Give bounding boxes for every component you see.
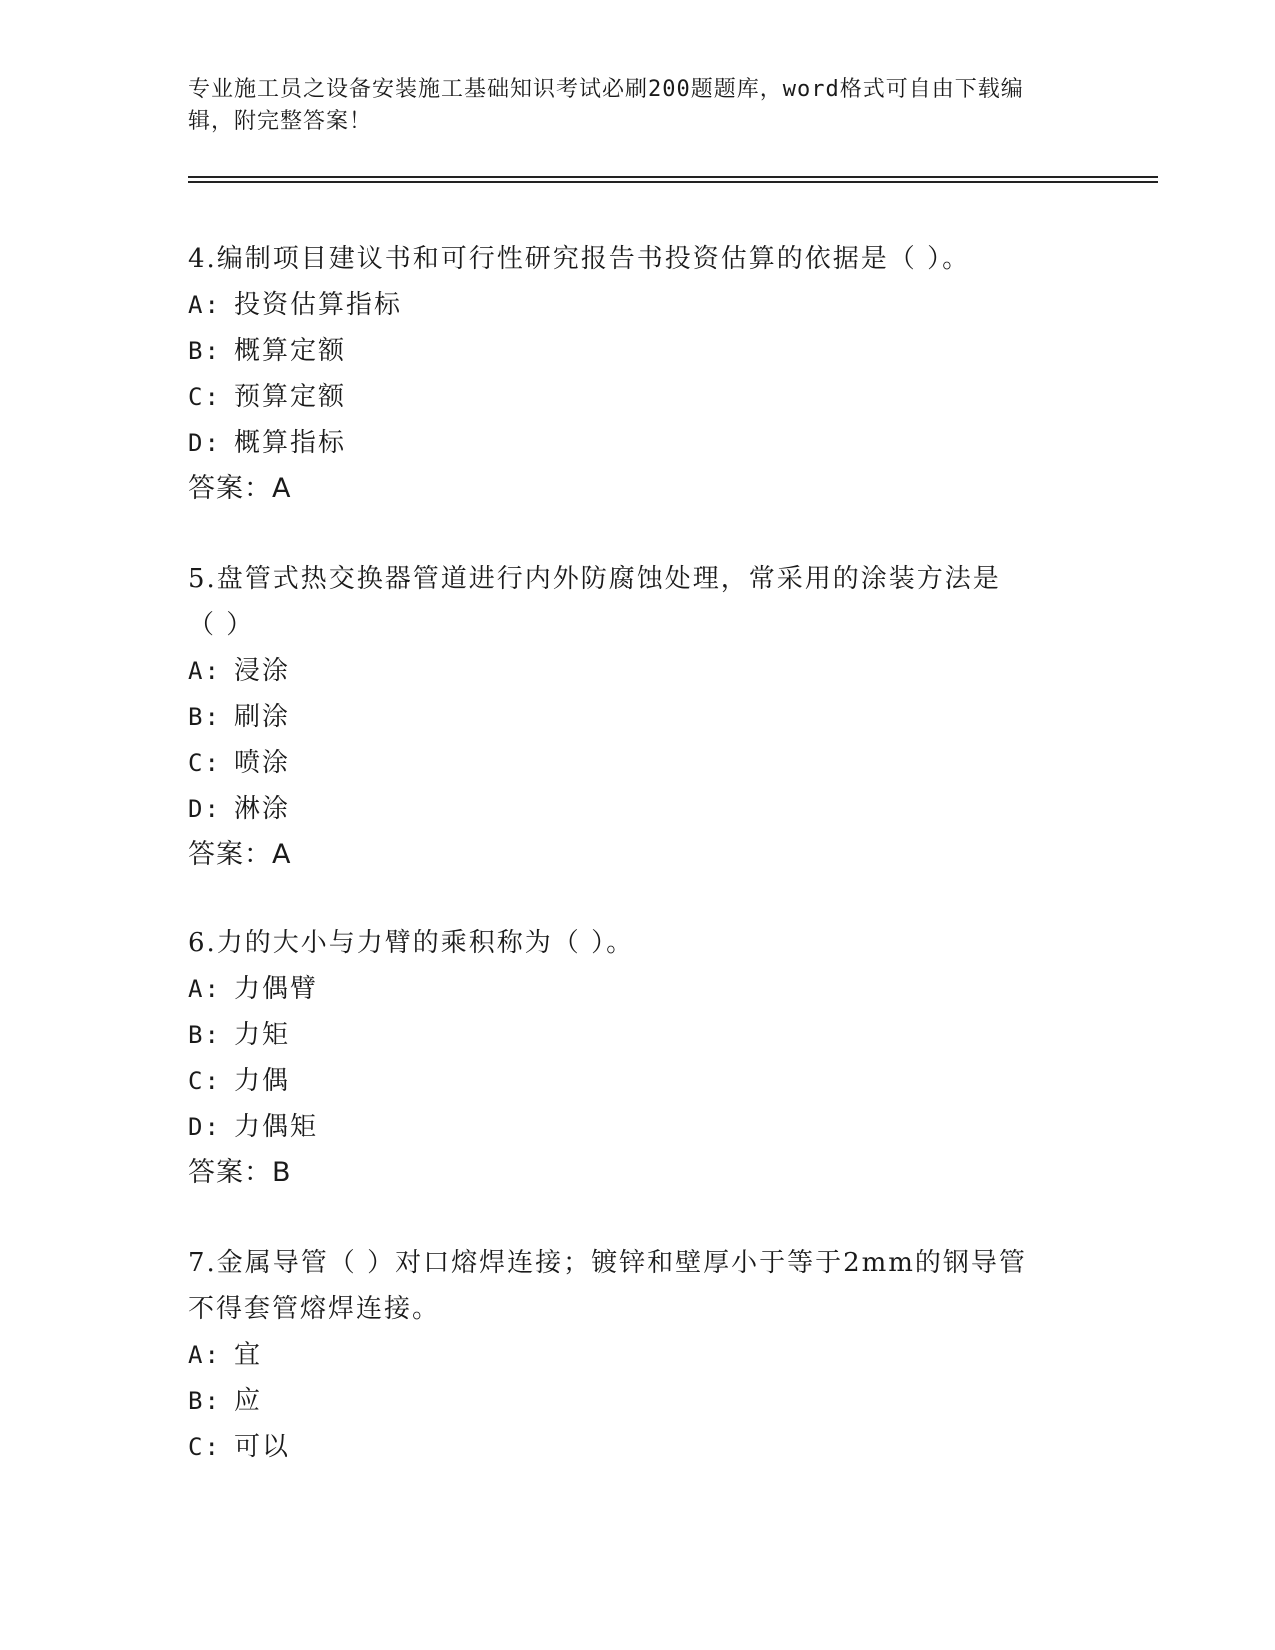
option-c <box>188 1424 1088 1470</box>
option-text: 概算定额 <box>234 336 347 366</box>
option-text: 喷涂 <box>234 748 291 778</box>
header-divider-line <box>188 176 1158 178</box>
option-text: 应 <box>234 1386 263 1416</box>
option-key: A: <box>188 657 221 685</box>
option-text: 投资估算指标 <box>234 290 403 320</box>
option-text: 概算指标 <box>234 428 347 458</box>
option-text: 宜 <box>234 1340 263 1370</box>
question-stem: 4.编制项目建议书和可行性研究报告书投资估算的依据是（ ）。 <box>188 244 971 274</box>
option-text: 力偶 <box>234 1066 291 1096</box>
header-divider-line-second <box>188 181 1158 183</box>
answer-line: 答案：A <box>188 839 292 870</box>
option-text: 力偶矩 <box>234 1112 319 1142</box>
option-text: 淋涂 <box>234 794 291 824</box>
option-key: D: <box>188 429 221 457</box>
option-key: B: <box>188 1021 221 1049</box>
option-b <box>188 1378 1088 1424</box>
option-key: C: <box>188 1067 221 1095</box>
question-block-4 <box>188 236 1088 512</box>
option-text: 力矩 <box>234 1020 291 1050</box>
option-d <box>188 1104 1088 1150</box>
option-text: 浸涂 <box>234 656 291 686</box>
option-b <box>188 694 1088 740</box>
document-header-title: 专业施工员之设备安装施工基础知识考试必刷200题题库，word格式可自由下载编辑，附完整答案！ <box>188 77 1024 134</box>
option-key: A: <box>188 291 221 319</box>
option-a <box>188 1332 1088 1378</box>
option-text: 预算定额 <box>234 382 347 412</box>
option-a <box>188 648 1088 694</box>
option-text: 力偶臂 <box>234 974 319 1004</box>
option-key: B: <box>188 703 221 731</box>
option-key: C: <box>188 383 221 411</box>
option-key: A: <box>188 975 221 1003</box>
answer-line: 答案：A <box>188 473 292 504</box>
option-key: A: <box>188 1341 221 1369</box>
question-block-6 <box>188 920 1088 1196</box>
question-stem: 5.盘管式热交换器管道进行内外防腐蚀处理，常采用的涂装方法是（ ） <box>188 564 1001 640</box>
option-key: C: <box>188 749 221 777</box>
option-key: B: <box>188 1387 221 1415</box>
option-text: 刷涂 <box>234 702 291 732</box>
option-key: D: <box>188 1113 221 1141</box>
question-block-7 <box>188 1240 1088 1470</box>
option-key: B: <box>188 337 221 365</box>
option-c <box>188 374 1088 420</box>
question-stem: 7.金属导管（ ）对口熔焊连接；镀锌和壁厚小于等于2mm的钢导管不得套管熔焊连接。 <box>188 1248 1027 1324</box>
option-text: 可以 <box>234 1432 291 1462</box>
question-stem: 6.力的大小与力臂的乘积称为（ ）。 <box>188 928 635 958</box>
answer-line: 答案：B <box>188 1157 292 1188</box>
option-key: C: <box>188 1433 221 1461</box>
question-block-5 <box>188 556 1088 878</box>
option-d <box>188 786 1088 832</box>
option-a <box>188 966 1088 1012</box>
option-a <box>188 282 1088 328</box>
option-c <box>188 1058 1088 1104</box>
option-b <box>188 328 1088 374</box>
option-b <box>188 1012 1088 1058</box>
option-d <box>188 420 1088 466</box>
option-key: D: <box>188 795 221 823</box>
option-c <box>188 740 1088 786</box>
